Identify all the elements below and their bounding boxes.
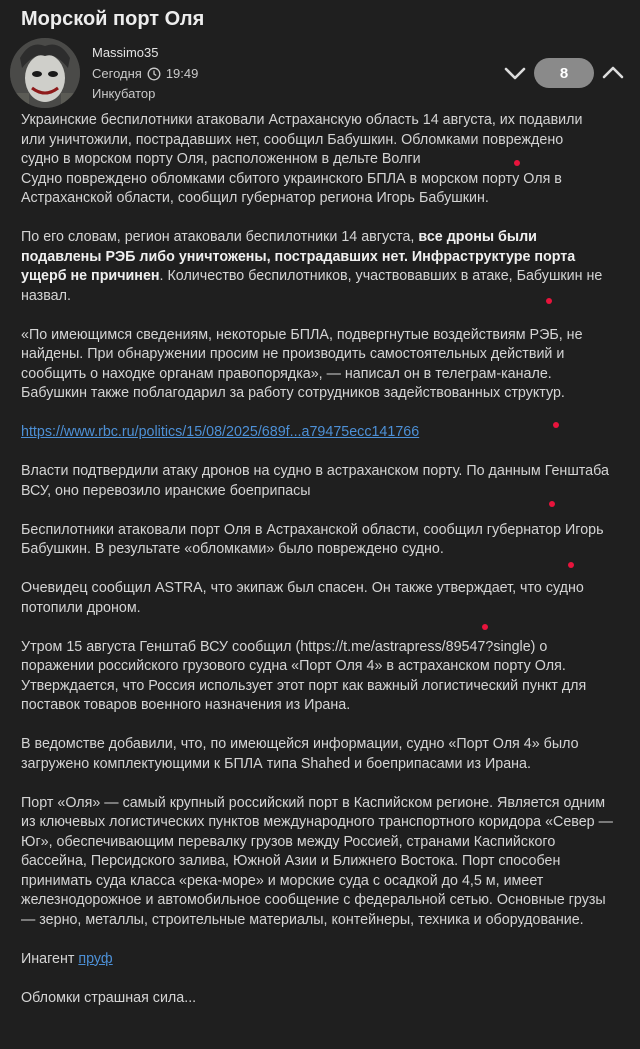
author-rank: Инкубатор xyxy=(92,86,156,101)
marker-dot xyxy=(553,422,559,428)
page-title: Морской порт Оля xyxy=(21,8,205,30)
p2-part-c: . Количество беспилотников, участвовавших в атаке, Бабушкин не назвал. xyxy=(21,268,603,304)
avatar-image xyxy=(10,38,80,108)
paragraph-2 xyxy=(21,228,621,306)
p1-line-2: или уничтожили, пострадавших нет, сообщил Бабушкин. Обломками повреждено xyxy=(21,131,564,148)
p1-line-5: Астраханской области, сообщил губернатор региона Игорь Бабушкин. xyxy=(21,190,489,206)
clock-icon xyxy=(147,67,161,81)
post-meta xyxy=(92,66,198,81)
chevron-up-icon[interactable] xyxy=(601,61,625,85)
p10-text: Инагент xyxy=(21,950,79,967)
marker-dot xyxy=(514,160,520,166)
marker-dot xyxy=(546,298,552,304)
paragraph-9: Порт «Оля» — самый крупный российский порт в Каспийском регионе. Является одним из ключевых логистических пунктов международного транспортного коридора «Север — Юг», обеспечивающим перевалку грузов между Россией, странами Каспийского бассейна, Персидского залива, Южной Азии и Ближнего Востока. Порт способен принимать суда класса «река-море» и морские суда с осадкой до 4,5 м, имеет железнодорожное и автомобильное сообщение с федеральной сетью. Основные грузы — зерно, металлы, строительные материалы, контейнеры, техника и оборудование. xyxy=(21,794,613,928)
paragraph-8: В ведомстве добавили, что, по имеющейся информации, судно «Порт Оля 4» было загружено комплектующими к БПЛА типа Shahed и боеприпасами из Ирана. xyxy=(21,736,579,772)
paragraph-1 xyxy=(21,111,621,209)
p1-line-4: Судно повреждено обломками сбитого украинского БПЛА в морском порту Оля в xyxy=(21,170,562,187)
chevron-down-icon[interactable] xyxy=(503,61,527,85)
marker-dot xyxy=(568,562,574,568)
author-name[interactable]: Massimo35 xyxy=(92,45,159,60)
paragraph-3: «По имеющимся сведениям, некоторые БПЛА, подвергнутые воздействиям РЭБ, не найдены. При обнаружении просим не производить самостоятельных действий и сообщить о находке органам правопорядка», — написал он в телеграм-канале. Бабушкин также поблагодарил за работу сотрудников задействованных структур. xyxy=(21,326,583,401)
post-body xyxy=(21,111,621,1028)
paragraph-link xyxy=(21,423,621,443)
p1-line-1: Украинские беспилотники атаковали Астраханскую область 14 августа, их подавили xyxy=(21,112,583,128)
paragraph-7: Утром 15 августа Генштаб ВСУ сообщил (https://t.me/astrapress/89547?single) о поражении российского грузового судна «Порт Оля 4» в астраханском порту Оля. Утверждается, что Россия использует этот порт как важный логистический пункт для поставок товаров военного назначения из Ирана. xyxy=(21,638,587,713)
avatar[interactable] xyxy=(10,38,80,108)
p2-bold: все дроны были подавлены РЭБ либо уничтожены, пострадавших нет. Инфраструктуре порта ущерб не причинен xyxy=(21,229,576,284)
post-time: 19:49 xyxy=(165,66,199,81)
post-date: Сегодня xyxy=(92,66,142,81)
paragraph-6: Очевидец сообщил ASTRA, что экипаж был спасен. Он также утверждает, что судно потопили дроном. xyxy=(21,580,584,616)
paragraph-11: Обломки страшная сила... xyxy=(21,989,197,1006)
paragraph-4: Власти подтвердили атаку дронов на судно в астраханском порту. По данным Генштаба ВСУ, оно перевозило иранские боеприпасы xyxy=(21,463,609,499)
marker-dot xyxy=(482,624,488,630)
p1-line-3: судно в морском порту Оля, расположенном в дельте Волги xyxy=(21,151,421,167)
paragraph-10 xyxy=(21,950,621,970)
p2-part-a: По его словам, регион атаковали беспилотники 14 августа, xyxy=(21,229,419,245)
rating-score: 8 xyxy=(534,58,594,88)
rbc-link[interactable]: https://www.rbc.ru/politics/15/08/2025/689f...a79475ecc141766 xyxy=(21,424,420,440)
marker-dot xyxy=(549,501,555,507)
proof-link[interactable]: пруф xyxy=(78,950,113,967)
paragraph-5: Беспилотники атаковали порт Оля в Астраханской области, сообщил губернатор Игорь Бабушкин. В результате «обломками» было повреждено судно. xyxy=(21,521,604,557)
